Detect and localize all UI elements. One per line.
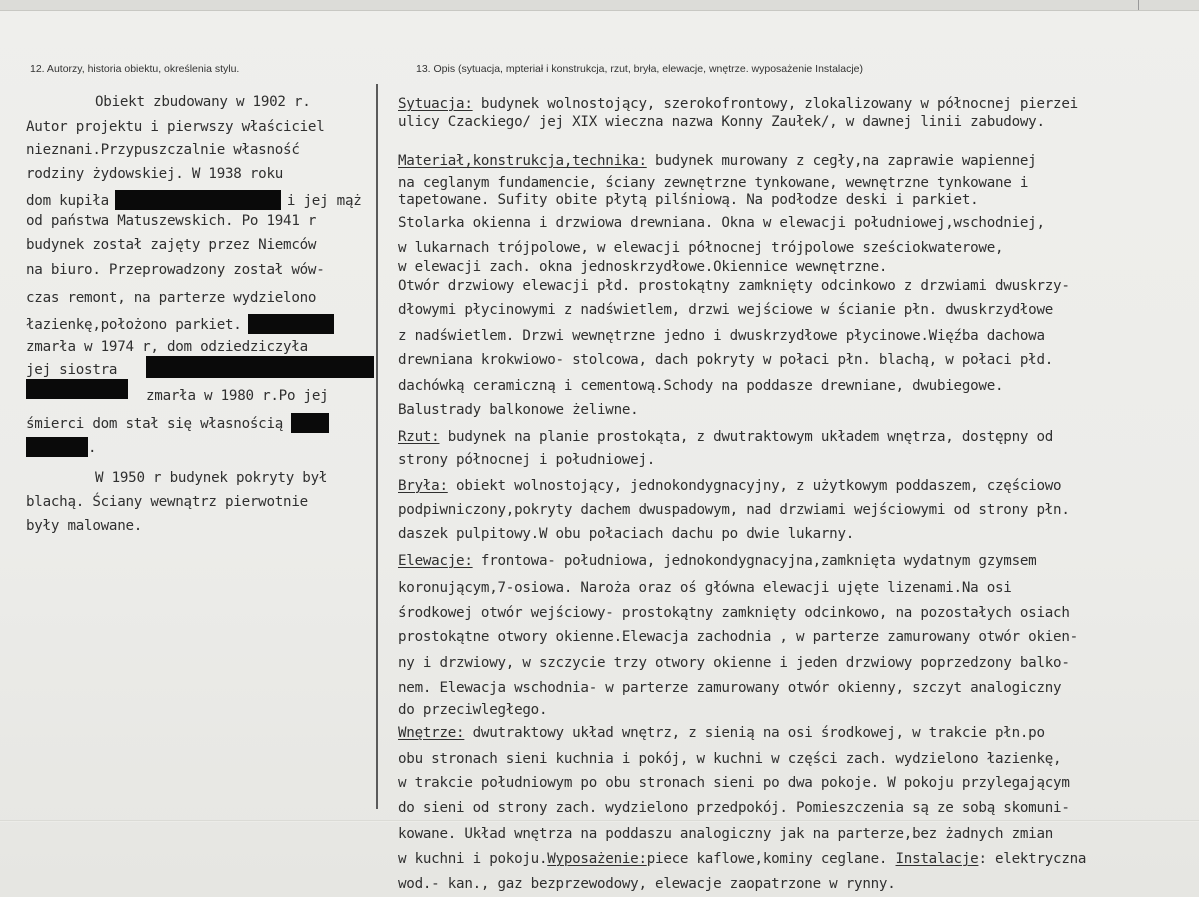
right-line: prostokątne otwory okienne.Elewacja zachodnia , w parterze zamurowany otwór okien- [398, 629, 1078, 645]
right-line: w trakcie południowym po obu stronach sieni po dwa pokoje. W pokoju przylegającym [398, 775, 1070, 791]
right-line: podpiwniczony,pokryty dachem dwuspadowym, nad drzwiami wejściowymi od strony płn. [398, 502, 1070, 518]
right-line: Rzut: budynek na planie prostokąta, z dwutraktowym układem wnętrza, dostępny od [398, 429, 1054, 445]
right-line: do sieni od strony zach. wydzielono przedpokój. Pomieszczenia są ze sobą skomuni- [398, 800, 1070, 816]
left-line: od państwa Matuszewskich. Po 1941 r [26, 213, 317, 229]
heading-rzut: Rzut: [398, 429, 440, 445]
heading-sytuacja: Sytuacja: [398, 96, 473, 112]
redaction-bar [291, 413, 329, 433]
left-line: zmarła w 1980 r.Po jej [146, 388, 329, 404]
right-line: Wnętrze: dwutraktowy układ wnętrz, z sienią na osi środkowej, w trakcie płn.po [398, 725, 1045, 741]
right-line: Otwór drzwiowy elewacji płd. prostokątny zamknięty odcinkowo z drzwiami dwuskrzy- [398, 278, 1070, 294]
redaction-bar [26, 379, 128, 399]
left-line: Autor projektu i pierwszy właściciel [26, 119, 325, 135]
right-line: na ceglanym fundamencie, ściany zewnętrzne tynkowane, wewnętrzne tynkowane i [398, 175, 1029, 191]
left-line: czas remont, na parterze wydzielono [26, 290, 317, 306]
heading-wnetrze: Wnętrze: [398, 725, 465, 741]
right-line: daszek pulpitowy.W obu połaciach dachu po dwie lukarny. [398, 526, 855, 542]
left-line: blachą. Ściany wewnątrz pierwotnie [26, 494, 308, 510]
right-line: Sytuacja: budynek wolnostojący, szerokofrontowy, zlokalizowany w północnej pierzei [398, 96, 1078, 112]
right-line: w kuchni i pokoju.Wyposażenie:piece kaflowe,kominy ceglane. Instalacje: elektryczna [398, 851, 1087, 867]
left-line: . [26, 437, 96, 457]
right-line: ny i drzwiowy, w szczycie trzy otwory okienne i jeden drzwiowy poprzedzony balko- [398, 655, 1070, 671]
right-line: w elewacji zach. okna jednoskrzydłowe.Okiennice wewnętrzne. [398, 259, 888, 275]
redaction-bar [115, 190, 281, 210]
section-13-header: 13. Opis (sytuacja, mpteriał i konstrukcja, rzut, bryła, elewacje, wnętrze. wyposażenie Instalacje) [416, 63, 864, 75]
right-line: strony północnej i południowej. [398, 452, 656, 468]
heading-wyposazenie: Wyposażenie: [547, 851, 647, 867]
left-line: śmierci dom stał się własnością [26, 413, 329, 433]
left-line: zmarła w 1974 r, dom odziedziczyła [26, 339, 308, 355]
right-line: koronującym,7-osiowa. Naroża oraz oś główna elewacji ujęte lizenami.Na osi [398, 580, 1012, 596]
section-12-header: 12. Autorzy, historia obiektu, określenia stylu. [30, 63, 240, 75]
heading-bryla: Bryła: [398, 478, 448, 494]
right-line: dachówką ceramiczną i cementową.Schody na poddasze drewniane, dwubiegowe. [398, 378, 1004, 394]
right-line: Elewacje: frontowa- południowa, jednokondygnacyjna,zamknięta wydatnym gzymsem [398, 553, 1037, 569]
left-line: Obiekt zbudowany w 1902 r. [95, 94, 311, 110]
heading-instalacje: Instalacje [895, 851, 979, 867]
heading-elewacje: Elewacje: [398, 553, 473, 569]
heading-material: Materiał,konstrukcja,technika: [398, 153, 647, 169]
right-line: Materiał,konstrukcja,technika: budynek murowany z cegły,na zaprawie wapiennej [398, 153, 1037, 169]
right-line: ulicy Czackiego/ jej XIX wieczna nazwa Konny Zaułek/, w dawnej linii zabudowy. [398, 114, 1045, 130]
top-edge-strip [0, 0, 1199, 11]
left-line: dom kupiła i jej mąż [26, 190, 362, 210]
redaction-bar [26, 437, 88, 457]
right-line: wod.- kan., gaz bezprzewodowy, elewacje zaopatrzone w rynny. [398, 876, 896, 892]
left-line: jej siostra [26, 362, 118, 378]
right-line: obu stronach sieni kuchnia i pokój, w kuchni w części zach. wydzielono łazienkę, [398, 751, 1062, 767]
right-line: Balustrady balkonowe żeliwne. [398, 402, 639, 418]
right-line: w lukarnach trójpolowe, w elewacji północnej trójpolowe sześciokwaterowe, [398, 240, 1004, 256]
left-line: W 1950 r budynek pokryty był [95, 470, 328, 486]
right-line: tapetowane. Sufity obite płytą pilśniową. Na podłodze deski i parkiet. [398, 192, 979, 208]
right-line: drewniana krokwiowo- stolcowa, dach pokryty w połaci płn. blachą, w połaci płd. [398, 352, 1054, 368]
right-line: nem. Elewacja wschodnia- w parterze zamurowany otwór okienny, szczyt analogiczny [398, 680, 1062, 696]
left-line: były malowane. [26, 518, 143, 534]
redaction-bar [146, 356, 374, 378]
right-line: środkowej otwór wejściowy- prostokątny zamknięty odcinkowo, na pozostałych osiach [398, 605, 1070, 621]
right-line: z nadświetlem. Drzwi wewnętrzne jedno i dwuskrzydłowe płycinowe.Więźba dachowa [398, 328, 1045, 344]
right-line: Stolarka okienna i drzwiowa drewniana. Okna w elewacji południowej,wschodniej, [398, 215, 1045, 231]
left-line: łazienkę,położono parkiet. [26, 314, 334, 334]
left-line: nieznani.Przypuszczalnie własność [26, 142, 300, 158]
column-divider [376, 84, 378, 809]
redaction-bar [248, 314, 334, 334]
right-line: Bryła: obiekt wolnostojący, jednokondygnacyjny, z użytkowym poddaszem, częściowo [398, 478, 1062, 494]
left-line: rodziny żydowskiej. W 1938 roku [26, 166, 284, 182]
right-line: do przeciwległego. [398, 702, 548, 718]
right-line: kowane. Układ wnętrza na poddaszu analogiczny jak na parterze,bez żadnych zmian [398, 826, 1054, 842]
left-line: na biuro. Przeprowadzony został wów- [26, 262, 325, 278]
left-line: budynek został zajęty przez Niemców [26, 237, 317, 253]
right-line: dłowymi płycinowymi z nadświetlem, drzwi wejściowe w ścianie płn. dwuskrzydłowe [398, 302, 1054, 318]
paper-fold-line [0, 820, 1199, 822]
